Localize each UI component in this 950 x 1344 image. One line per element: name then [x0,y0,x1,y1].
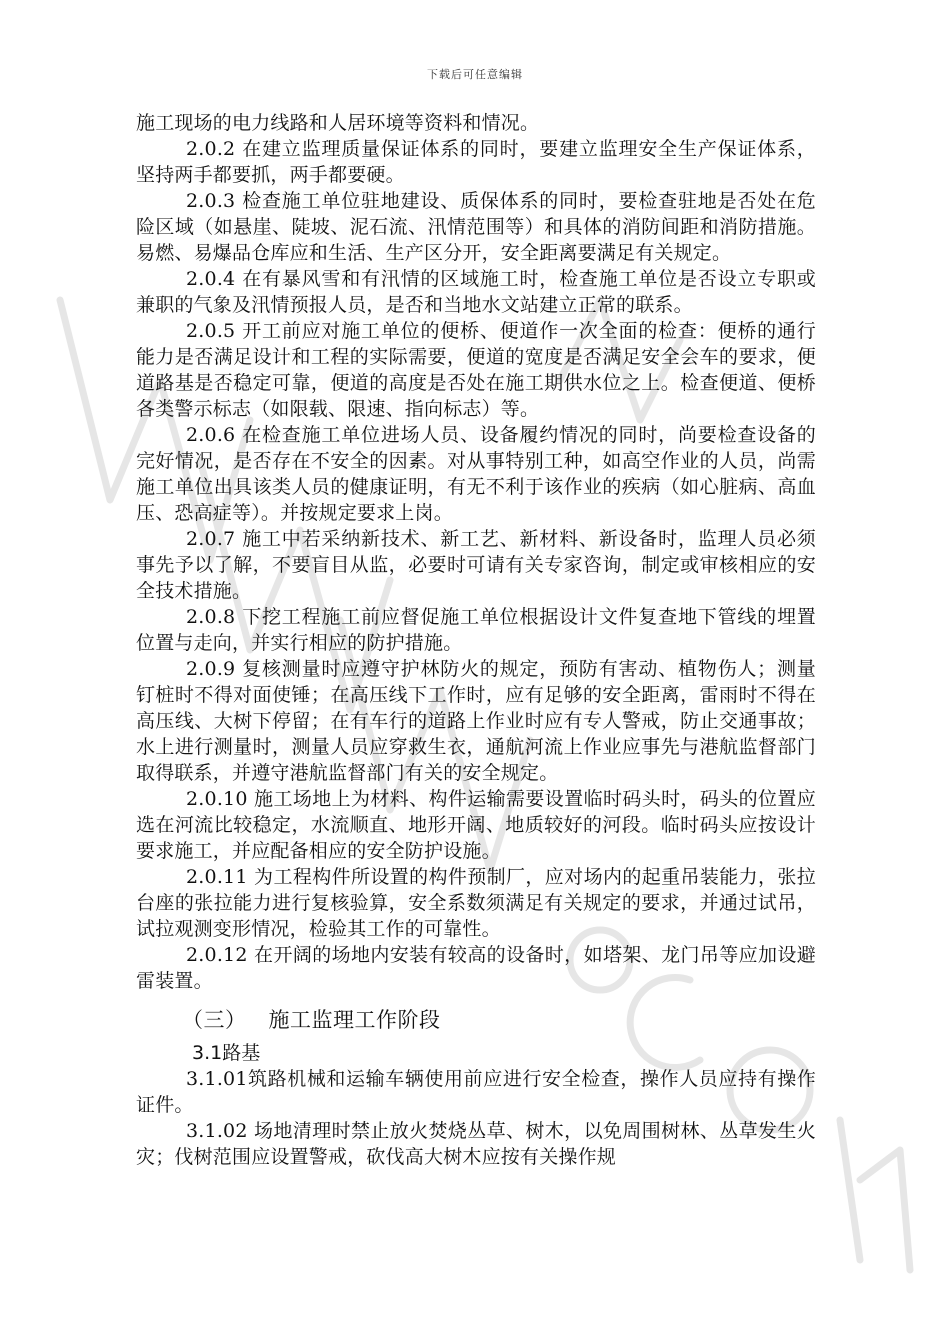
paragraph: 2.0.10 施工场地上为材料、构件运输需要设置临时码头时，码头的位置应选在河流比较稳定，水流顺直、地形开阔、地质较好的河段。临时码头应按设计要求施工，并应配备相应的安全防护设施。 [136,788,816,862]
paragraph: 2.0.4 在有暴风雪和有汛情的区域施工时，检查施工单位是否设立专职或兼职的气象及汛情预报人员，是否和当地水文站建立正常的联系。 [136,268,816,316]
section-heading [182,1006,816,1034]
paragraph: 2.0.12 在开阔的场地内安装有较高的设备时，如塔架、龙门吊等应加设避雷装置。 [136,944,816,992]
paragraph: 2.0.6 在检查施工单位进场人员、设备履约情况的同时，尚要检查设备的完好情况，是否存在不安全的因素。对从事特别工种，如高空作业的人员，尚需施工单位出具该类人员的健康证明，有无不利于该作业的疾病（如心脏病、高血压、恐高症等）。并按规定要求上岗。 [136,424,816,524]
paragraph: 2.0.3 检查施工单位驻地建设、质保体系的同时，要检查驻地是否处在危险区域（如悬崖、陡坡、泥石流、汛情范围等）和具体的消防间距和消防措施。易燃、易爆品仓库应和生活、生产区分开，安全距离要满足有关规定。 [136,190,816,264]
paragraph-group-before [136,110,816,994]
section-number: （三） [182,1008,247,1032]
paragraph: 2.0.5 开工前应对施工单位的便桥、便道作一次全面的检查：便桥的通行能力是否满足设计和工程的实际需要，便道的宽度是否满足安全会车的要求，便道路基是否稳定可靠，便道的高度是否处在施工期供水位之上。检查便道、便桥各类警示标志（如限载、限速、指向标志）等。 [136,320,816,420]
paragraph: 2.0.8 下挖工程施工前应督促施工单位根据设计文件复查地下管线的埋置位置与走向，并实行相应的防护措施。 [136,606,816,654]
paragraph: 3.1.02 场地清理时禁止放火焚烧丛草、树木，以免周围树林、丛草发生火灾；伐树范围应设置警戒，砍伐高大树木应按有关操作规 [136,1120,816,1168]
paragraph: 2.0.2 在建立监理质量保证体系的同时，要建立监理安全生产保证体系，坚持两手都要抓，两手都要硬。 [136,138,816,186]
paragraph: 施工现场的电力线路和人居环境等资料和情况。 [136,112,540,134]
paragraph: 2.0.11 为工程构件所设置的构件预制厂，应对场内的起重吊装能力，张拉台座的张拉能力进行复核验算，安全系数须满足有关规定的要求，并通过试吊，试拉观测变形情况，检验其工作的可靠性。 [136,866,816,940]
paragraph-group-after [136,1066,816,1170]
paragraph: 3.1.01筑路机械和运输车辆使用前应进行安全检查，操作人员应持有操作证件。 [136,1068,816,1116]
document-body [136,110,816,1170]
page-header: 下载后可任意编辑 [427,68,523,81]
section-title: 施工监理工作阶段 [268,1008,441,1032]
paragraph: 2.0.9 复核测量时应遵守护林防火的规定，预防有害动、植物伤人；测量钉桩时不得对面使锤；在高压线下工作时，应有足够的安全距离，雷雨时不得在高压线、大树下停留；在有车行的道路上作业时应有专人警戒，防止交通事故；水上进行测量时，测量人员应穿救生衣，通航河流上作业应事先与港航监督部门取得联系，并遵守港航监督部门有关的安全规定。 [136,658,816,784]
subsection-heading: 3.1路基 [192,1042,261,1064]
paragraph: 2.0.7 施工中若采纳新技术、新工艺、新材料、新设备时，监理人员必须事先予以了解，不要盲目从监，必要时可请有关专家咨询，制定或审核相应的安全技术措施。 [136,528,816,602]
